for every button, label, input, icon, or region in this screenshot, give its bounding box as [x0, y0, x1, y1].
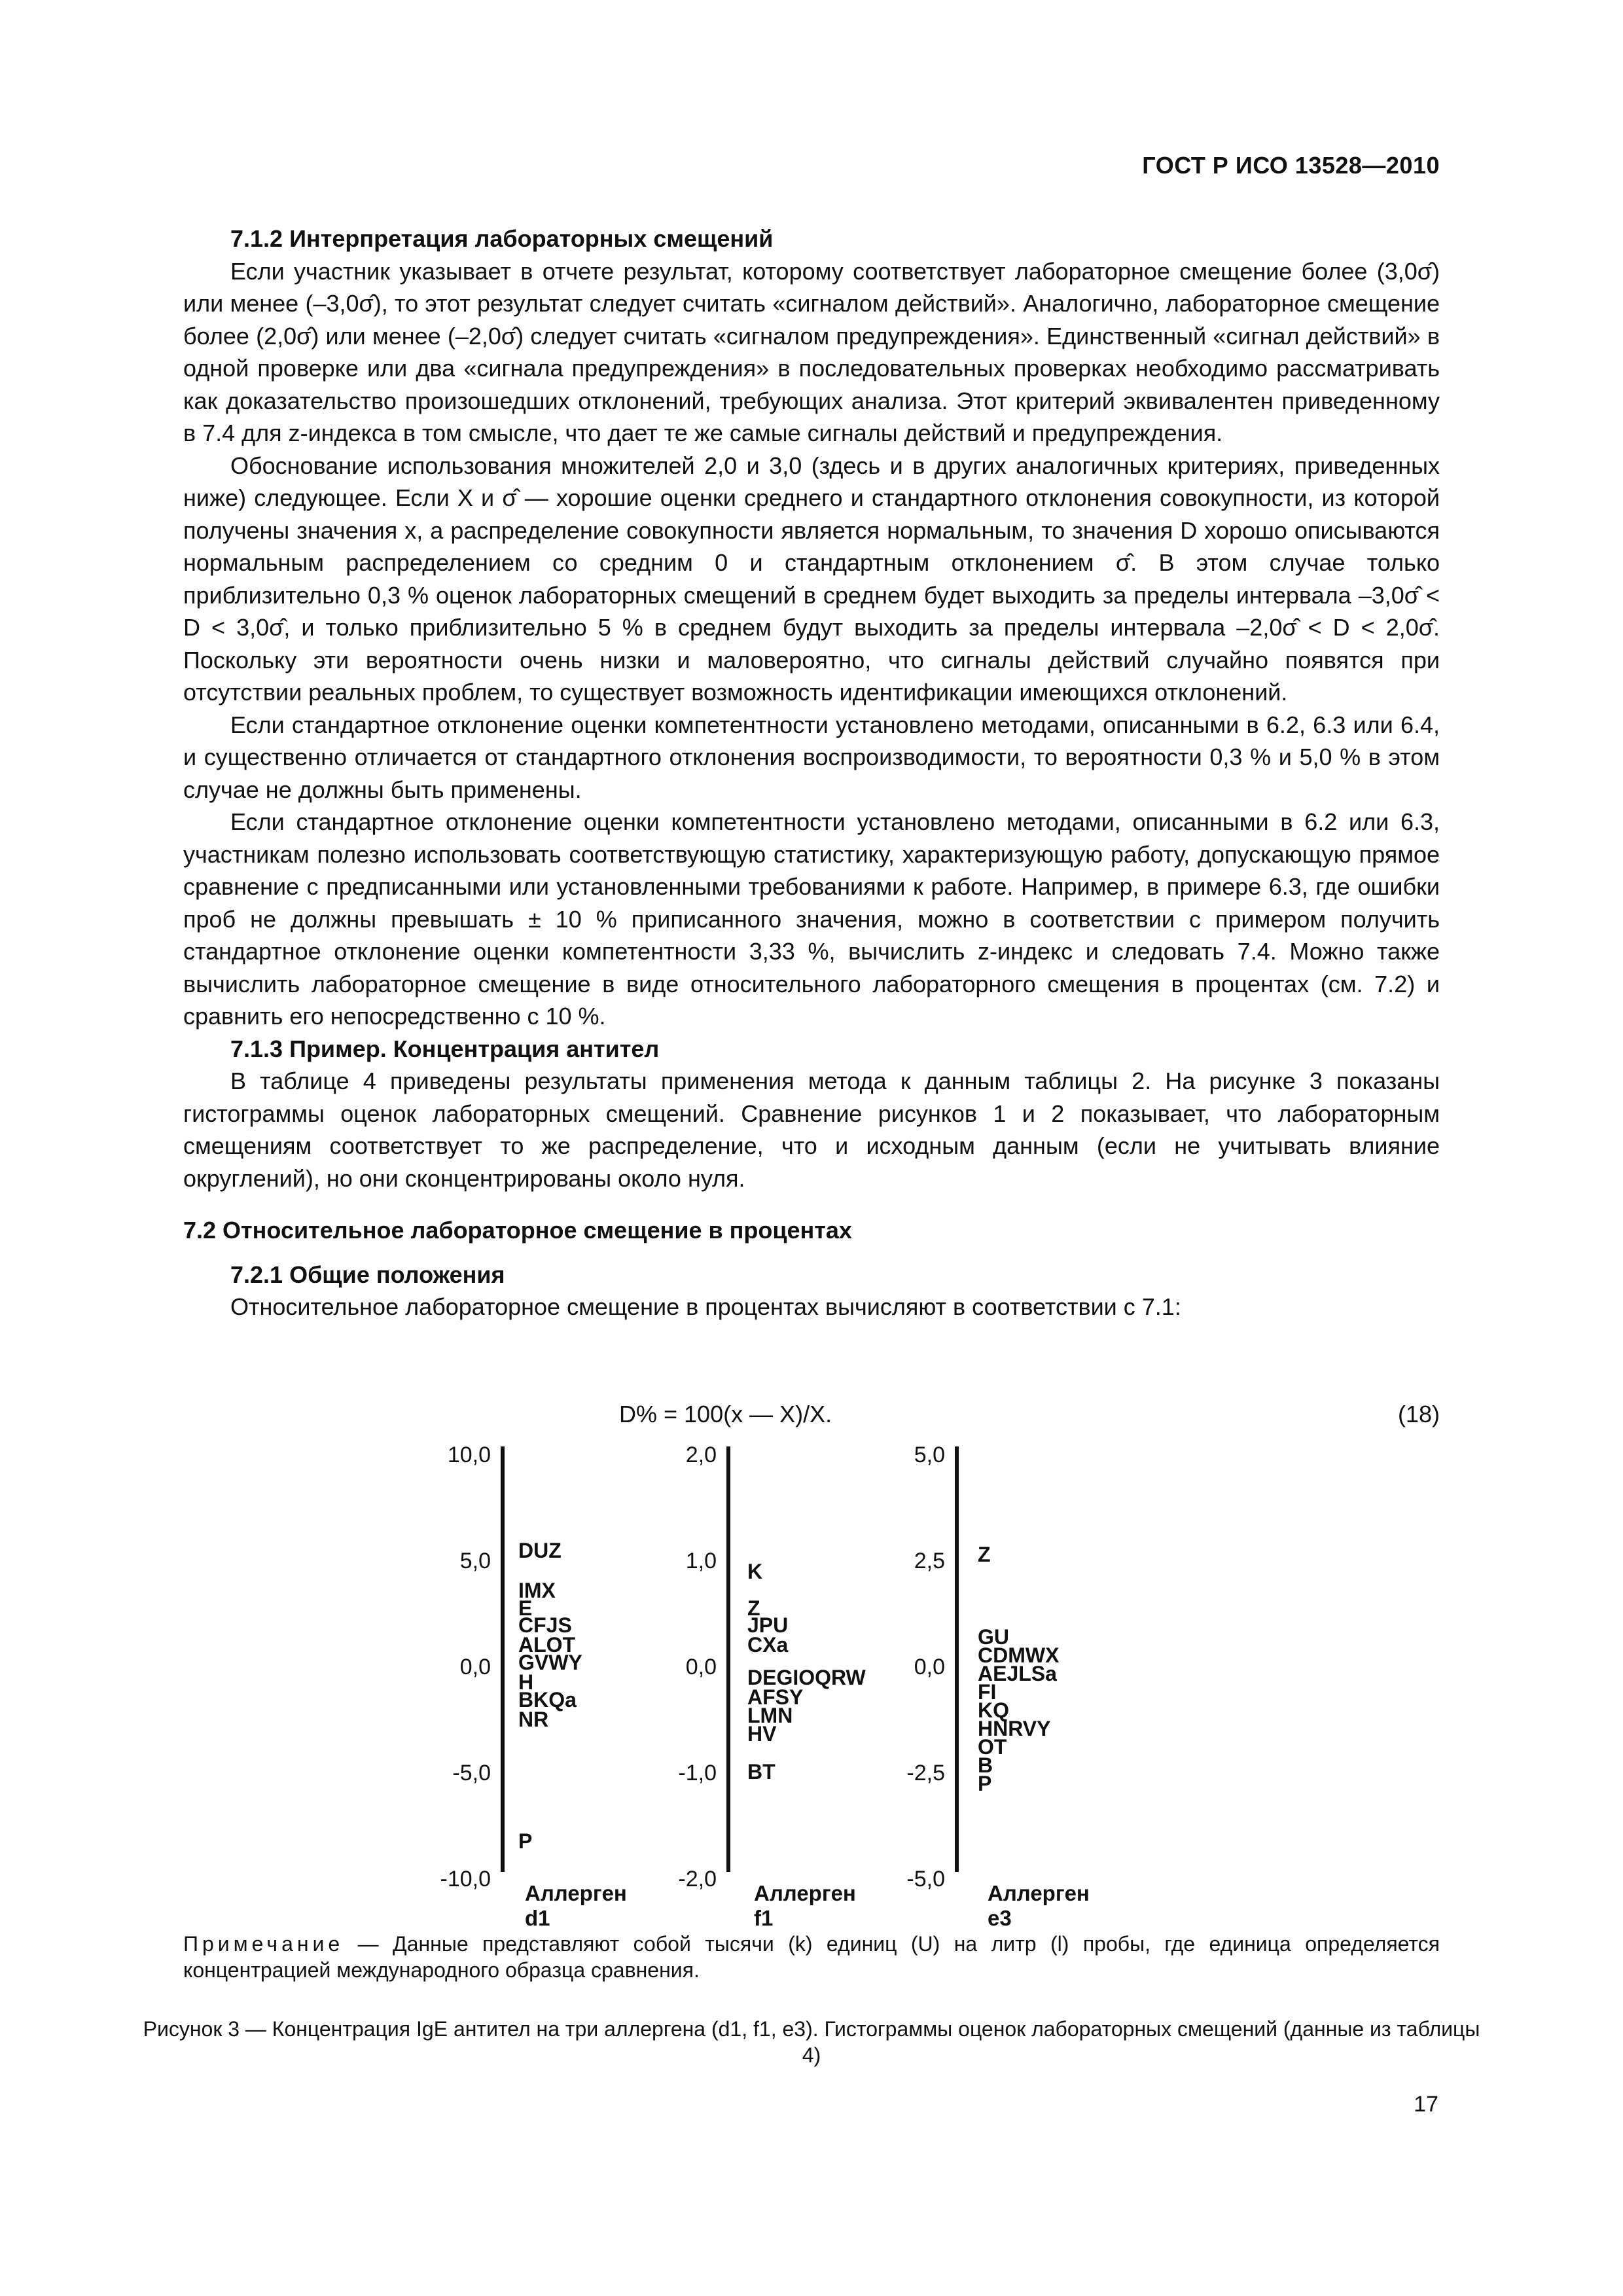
page-number: 17 [1414, 2092, 1438, 2117]
figure-caption: Рисунок 3 — Концентрация IgE антител на три аллергена (d1, f1, e3). Гистограммы оценок лабораторных смещений (данные из таблицы 4) [143, 2017, 1480, 2067]
document-header: ГОСТ Р ИСО 13528—2010 [1142, 152, 1440, 179]
section-7-1-3-title: 7.1.3 Пример. Концентрация антител [230, 1035, 660, 1062]
bin-label: CXa [747, 1633, 789, 1657]
tick-label: -2,0 [678, 1867, 717, 1892]
bin-label: DUZ [518, 1539, 562, 1562]
section-7-2-1-title: 7.2.1 Общие положения [230, 1261, 505, 1288]
bin-label: K [747, 1560, 763, 1583]
tick-label: 0,0 [914, 1655, 945, 1679]
bin-label: AEJLSa [978, 1662, 1057, 1685]
formula: D% = 100(x — X)/X. [619, 1401, 832, 1427]
tick-label: 5,0 [914, 1443, 945, 1467]
formula-number: (18) [1397, 1401, 1440, 1427]
section-7-1-2-title: 7.1.2 Интерпретация лабораторных смещений [230, 225, 774, 252]
bin-label: P [518, 1829, 533, 1853]
bin-label: HV [747, 1722, 777, 1746]
histogram-caption: Аллерген e3 [988, 1881, 1090, 1930]
bin-label: B [978, 1753, 993, 1777]
bin-label: GU [978, 1625, 1009, 1649]
note-text: — Данные представляют собой тысячи (k) единиц (U) на литр (l) пробы, где единица определяется концентрацией международного образца сравнения. [183, 1932, 1440, 1982]
bin-label: Z [978, 1543, 991, 1566]
paragraph-4: Если стандартное отклонение оценки компетентности установлено методами, описанными в 6.2 или 6.3, участникам полезно использовать соответствующую статистику, характеризующую работу, допускающую прямое сравнение с предписанными или установленными требованиями к работе. Например, в примере 6.3, где ошибки проб не должны превышать ± 10 % приписанного значения, можно в соответствии с примером получить стандартное отклонение оценки компетентности 3,33 %, вычислить z-индекс и следовать 7.4. Можно также вычислить лабораторное смещение в виде относительного лабораторного смещения в процентах (см. 7.2) и сравнить его непосредственно с 10 %. [183, 808, 1440, 1030]
histogram-axis [955, 1446, 959, 1872]
histogram-caption: Аллерген d1 [525, 1881, 627, 1930]
bin-label: KQ [978, 1698, 1009, 1722]
paragraph-5: В таблице 4 приведены результаты применения метода к данным таблицы 2. На рисунке 3 показаны гистограммы оценок лабораторных смещений. Сравнение рисунков 1 и 2 показывает, что лабораторным смещениям соответствует то же распределение, что и исходным данным (если не учитывать влияние округлений), но они сконцентрированы около нуля. [183, 1067, 1440, 1192]
bin-label: AFSY [747, 1685, 804, 1709]
bin-label: GVWY [518, 1651, 582, 1674]
bin-label: E [518, 1596, 533, 1620]
tick-label: -2,5 [906, 1761, 945, 1785]
histogram-caption: Аллерген f1 [754, 1881, 856, 1930]
body-text [183, 223, 1440, 1323]
tick-label: 2,5 [914, 1549, 945, 1573]
tick-label: 5,0 [459, 1549, 491, 1573]
histogram-axis [501, 1446, 505, 1872]
bin-label: DEGIOQRW [747, 1666, 866, 1689]
bin-label: P [978, 1772, 992, 1795]
paragraph-1: Если участник указывает в отчете результат, которому соответствует лабораторное смещение более (3,0σ̂) или менее (–3,0σ̂), то этот результат следует считать «сигналом действий». Аналогично, лабораторное смещение более (2,0σ̂) или менее (–2,0σ̂) следует считать «сигналом предупреждения». Единственный «сигнал действий» в одной проверке или два «сигнала предупреждения» в последовательных проверках необходимо рассматривать как доказательство произошедших отклонений, требующих анализа. Этот критерий эквивалентен приведенному в 7.4 для z-индекса в том смысле, что дает те же самые сигналы действий и предупреждения. [183, 257, 1440, 446]
tick-label: 0,0 [685, 1655, 717, 1679]
bin-label: Z [747, 1596, 760, 1620]
bin-label: IMX [518, 1579, 556, 1602]
bin-label: LMN [747, 1704, 793, 1727]
bin-label: CDMWX [978, 1643, 1060, 1667]
bin-label: H [518, 1670, 534, 1694]
section-7-2-title: 7.2 Относительное лабораторное смещение в процентах [183, 1217, 852, 1244]
tick-label: -5,0 [906, 1867, 945, 1892]
bin-label: OT [978, 1735, 1007, 1759]
paragraph-6: Относительное лабораторное смещение в процентах вычисляют в соответствии с 7.1: [230, 1293, 1181, 1320]
tick-label: -1,0 [678, 1761, 717, 1785]
bin-label: BKQa [518, 1688, 577, 1712]
paragraph-3: Если стандартное отклонение оценки компетентности установлено методами, описанными в 6.2, 6.3 или 6.4, и существенно отличается от стандартного отклонения воспроизводимости, то вероятности 0,3 % и 5,0 % в этом случае не должны быть применены. [183, 711, 1440, 803]
tick-label: 2,0 [685, 1443, 717, 1467]
figure-note [183, 1931, 1440, 1983]
bin-label: NR [518, 1708, 549, 1731]
bin-label: FI [978, 1680, 997, 1704]
bin-label: BT [747, 1760, 776, 1784]
note-prefix: Примечание [183, 1932, 344, 1956]
histogram-axis [726, 1446, 730, 1872]
paragraph-2: Обоснование использования множителей 2,0 и 3,0 (здесь и в других аналогичных критериях, приведенных ниже) следующее. Если X и σ̂ — хорошие оценки среднего и стандартного отклонения совокупности, из которой получены значения x, а распределение совокупности является нормальным, то значения D хорошо описываются нормальным распределением со средним 0 и стандартным отклонением σ̂. В этом случае только приблизительно 0,3 % оценок лабораторных смещений в среднем будет выходить за пределы интервала –3,0σ̂ < D < 3,0σ̂, и только приблизительно 5 % в среднем будут выходить за пределы интервала –2,0σ̂ < D < 2,0σ̂. Поскольку эти вероятности очень низки и маловероятно, что сигналы действий случайно появятся при отсутствии реальных проблем, то существует возможность идентификации имеющихся отклонений. [183, 452, 1440, 706]
bin-label: HNRVY [978, 1717, 1051, 1740]
tick-label: -10,0 [440, 1867, 491, 1892]
tick-label: 1,0 [685, 1549, 717, 1573]
bin-label: CFJS [518, 1613, 572, 1637]
tick-label: -5,0 [452, 1761, 491, 1785]
tick-label: 10,0 [447, 1443, 491, 1467]
tick-label: 0,0 [459, 1655, 491, 1679]
bin-label: ALOT [518, 1633, 576, 1657]
bin-label: JPU [747, 1613, 789, 1637]
